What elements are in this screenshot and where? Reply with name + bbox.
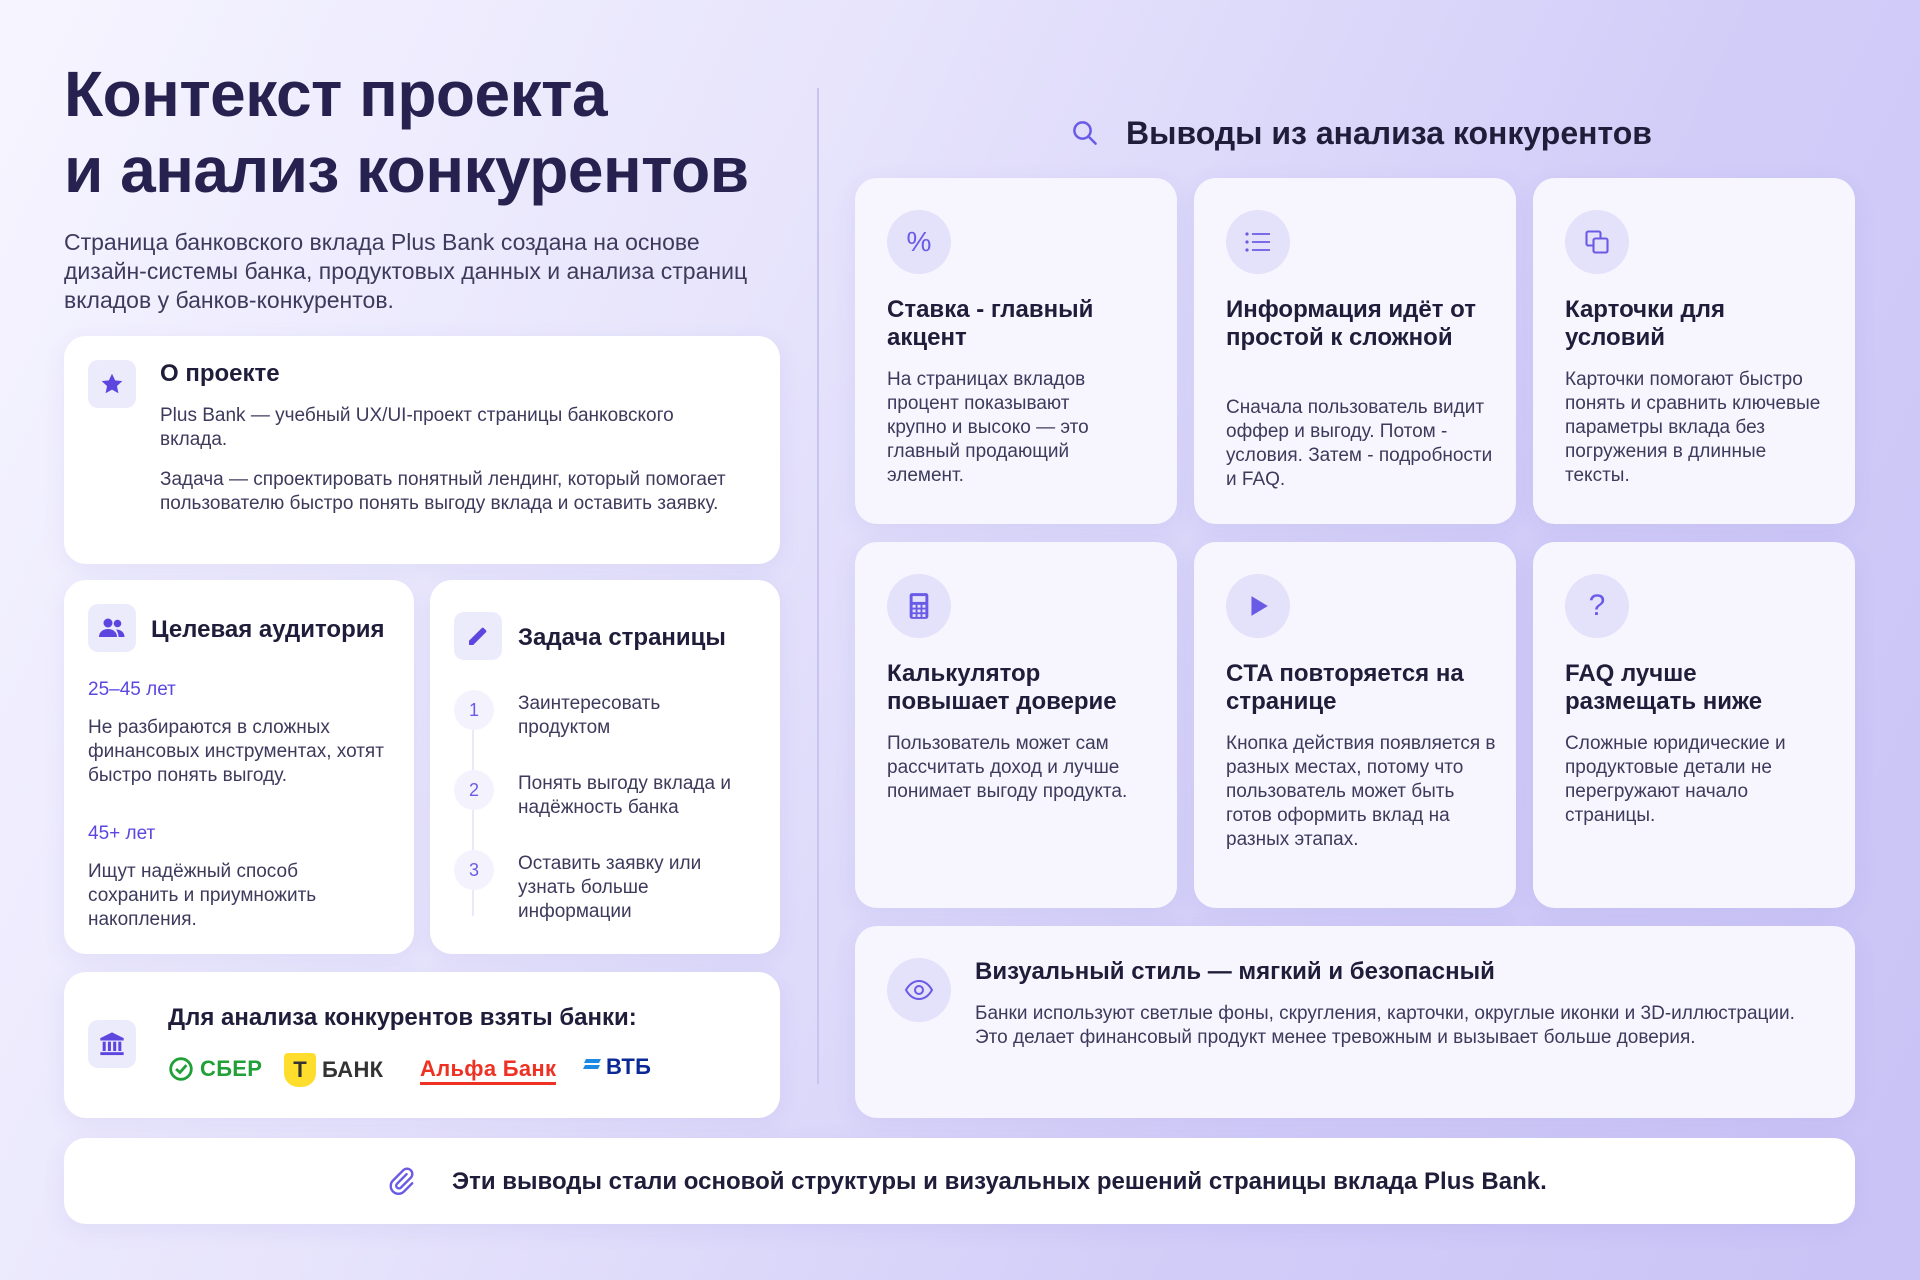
finding-text-calculator: Пользователь может сам рассчитать доход и лучше понимает выгоду продукта.	[887, 733, 1128, 802]
step-text-1: Заинтересовать продуктом	[518, 693, 661, 738]
about-card	[64, 336, 780, 564]
sber-logo-icon	[168, 1056, 194, 1082]
play-icon	[1226, 574, 1290, 638]
finding-text-structure: Сначала пользователь видит оффер и выгоду. Потом - условия. Затем - подробности и FAQ.	[1226, 397, 1493, 490]
finding-card-cards	[1533, 178, 1855, 524]
bank-logo-vtb	[582, 1054, 651, 1080]
step-number-1: 1	[454, 690, 494, 730]
users-icon	[88, 604, 136, 652]
bank-name-vtb: ВТБ	[606, 1054, 652, 1079]
audience-card	[64, 580, 414, 954]
about-paragraph-2: Задача — спроектировать понятный лендинг, который помогает пользователю быстро понять выгоду вклада и оставить заявку.	[160, 469, 726, 514]
finding-text-cards: Карточки помогают быстро понять и сравнить ключевые параметры вклада без погружения в длинные тексты.	[1565, 369, 1821, 486]
intro-text: Страница банковского вклада Plus Bank создана на основе дизайн-системы банка, продуктовых данных и анализа страниц вкладов у банков-конкурентов.	[64, 229, 748, 313]
bank-logo-sber	[168, 1056, 262, 1082]
bank-name-sber: СБЕР	[200, 1056, 263, 1081]
calculator-icon	[887, 574, 951, 638]
finding-title-faq: FAQ лучше размещать ниже	[1565, 660, 1763, 715]
finding-card-cta	[1194, 542, 1516, 908]
audience-text-1: Не разбираются в сложных финансовых инструментах, хотят быстро понять выгоду.	[88, 717, 384, 786]
finding-card-visual-style	[855, 926, 1855, 1118]
visual-style-text: Банки используют светлые фоны, скругления, карточки, округлые иконки и 3D-иллюстрации. Это делает финансовый продукт менее тревожным и вызывает больше доверия.	[975, 1003, 1795, 1048]
finding-text-rate: На страницах вкладов процент показывают крупно и высоко — это главный продающий элемент.	[887, 369, 1089, 486]
bank-logo-tbank	[284, 1053, 383, 1087]
bank-icon	[88, 1020, 136, 1068]
audience-age-1: 25–45 лет	[88, 679, 176, 700]
findings-title: Выводы из анализа конкурентов	[1126, 115, 1652, 151]
page-task-card	[430, 580, 780, 954]
finding-title-cards: Карточки для условий	[1565, 296, 1725, 351]
finding-text-faq: Сложные юридические и продуктовые детали не перегружают начало страницы.	[1565, 733, 1786, 826]
finding-title-cta: CTA повторяется на странице	[1226, 660, 1464, 715]
audience-title: Целевая аудитория	[151, 616, 385, 643]
audience-text-2: Ищут надёжный способ сохранить и приумножить накопления.	[88, 861, 317, 930]
finding-text-cta: Кнопка действия появляется в разных местах, потому что пользователь может быть готов оформить вклад на разных этапах.	[1226, 733, 1496, 850]
question-icon: ?	[1565, 574, 1629, 638]
audience-age-2: 45+ лет	[88, 823, 156, 844]
finding-title-rate: Ставка - главный акцент	[887, 296, 1094, 351]
finding-card-faq	[1533, 542, 1855, 908]
tbank-shield-icon	[284, 1053, 316, 1087]
bank-name-tbank: БАНК	[322, 1057, 384, 1082]
star-icon	[88, 360, 136, 408]
page-task-title: Задача страницы	[518, 624, 726, 651]
step-number-2: 2	[454, 770, 494, 810]
search-icon	[1070, 118, 1100, 153]
step-number-3: 3	[454, 850, 494, 890]
page-title-line1: Контекст проекта	[64, 58, 608, 130]
bank-name-alfa: Альфа Банк	[420, 1056, 556, 1085]
about-title: О проекте	[160, 360, 280, 387]
footer-text: Эти выводы стали основой структуры и визуальных решений страницы вклада Plus Bank.	[452, 1168, 1547, 1195]
page-title	[64, 56, 784, 208]
percent-icon: %	[887, 210, 951, 274]
finding-card-calculator	[855, 542, 1177, 908]
step-text-3: Оставить заявку или узнать больше информации	[518, 853, 702, 922]
column-divider	[817, 88, 819, 1084]
vtb-stripes-icon	[582, 1056, 602, 1078]
tbank-badge: Т	[293, 1057, 307, 1082]
finding-title-structure: Информация идёт от простой к сложной	[1226, 296, 1476, 351]
bank-logo-alfa	[420, 1056, 556, 1082]
eye-icon	[887, 958, 951, 1022]
finding-card-structure	[1194, 178, 1516, 524]
pencil-icon	[454, 612, 502, 660]
finding-title-calculator: Калькулятор повышает доверие	[887, 660, 1117, 715]
page-title-line2: и анализ конкурентов	[64, 134, 749, 206]
about-paragraph-1: Plus Bank — учебный UX/UI-проект страницы банковского вклада.	[160, 405, 674, 450]
step-text-2: Понять выгоду вклада и надёжность банка	[518, 773, 731, 818]
visual-style-title: Визуальный стиль — мягкий и безопасный	[975, 958, 1495, 985]
cards-icon	[1565, 210, 1629, 274]
competitors-card	[64, 972, 780, 1118]
competitors-title: Для анализа конкурентов взяты банки:	[168, 1004, 637, 1031]
list-icon	[1226, 210, 1290, 274]
paperclip-icon	[386, 1166, 416, 1201]
finding-card-rate	[855, 178, 1177, 524]
